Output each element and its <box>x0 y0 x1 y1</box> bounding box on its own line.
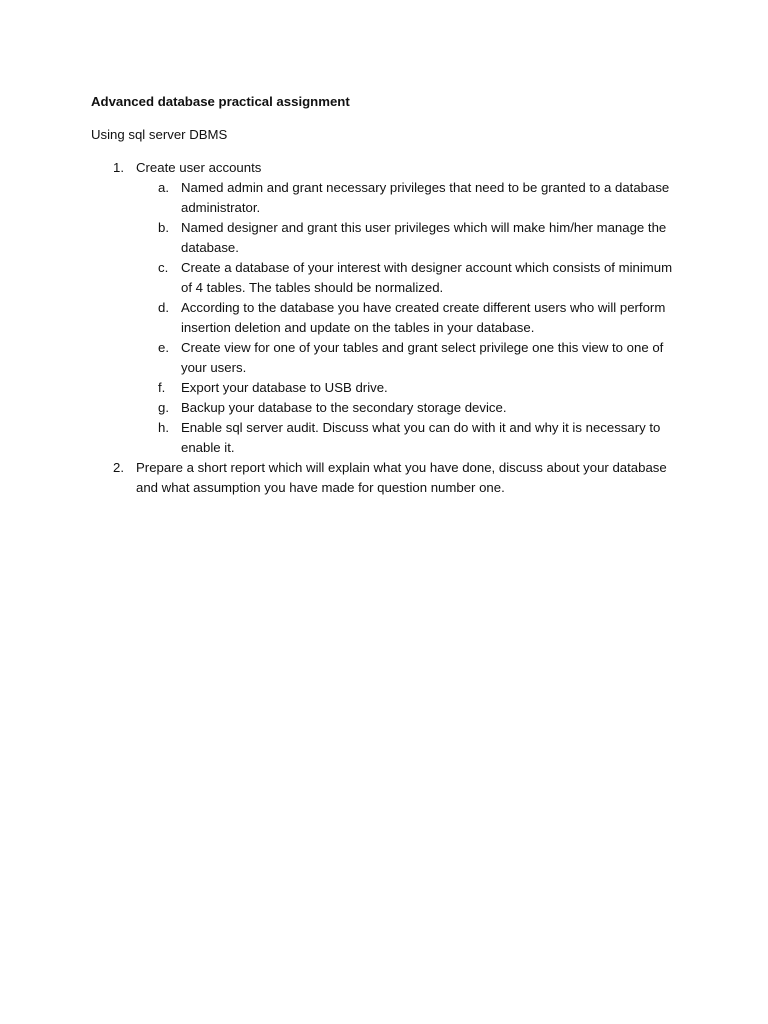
list-item-text: Prepare a short report which will explain what you have done, discuss about your database and what assumption you have made for question number one. <box>136 460 667 495</box>
sublist-letter: h. <box>158 420 169 435</box>
numbered-list <box>0 158 768 498</box>
page-title: Advanced database practical assignment <box>91 94 350 109</box>
list-number: 1. <box>113 160 124 175</box>
sublist-letter: f. <box>158 380 166 395</box>
list-item-2 <box>0 458 768 498</box>
list-item-text: Create user accounts <box>136 160 262 175</box>
sublist-letter: d. <box>158 300 169 315</box>
sublist-item-f <box>0 378 768 398</box>
sublist-item-a <box>0 178 768 218</box>
sublist-item-e <box>0 338 768 378</box>
sublist-item-c <box>0 258 768 298</box>
page-subtitle: Using sql server DBMS <box>91 127 228 142</box>
list-item-1 <box>0 158 768 458</box>
sublist-letter: g. <box>158 400 169 415</box>
sublist-item-text: Backup your database to the secondary storage device. <box>181 400 507 415</box>
sublist-letter: b. <box>158 220 169 235</box>
sublist-item-text: Named admin and grant necessary privileges that need to be granted to a database administrator. <box>181 180 670 215</box>
sublist-item-d <box>0 298 768 338</box>
sublist-item-text: Named designer and grant this user privileges which will make him/her manage the database. <box>181 220 667 255</box>
lettered-sublist <box>0 178 768 458</box>
list-number: 2. <box>113 460 124 475</box>
sublist-item-text: Create a database of your interest with designer account which consists of minimum of 4 tables. The tables should be normalized. <box>181 260 673 295</box>
sublist-item-b <box>0 218 768 258</box>
sublist-letter: e. <box>158 340 169 355</box>
sublist-item-g <box>0 398 768 418</box>
sublist-letter: a. <box>158 180 169 195</box>
sublist-item-h <box>0 418 768 458</box>
sublist-item-text: According to the database you have created create different users who will perform insertion deletion and update on the tables in your database. <box>181 300 666 335</box>
sublist-item-text: Enable sql server audit. Discuss what you can do with it and why it is necessary to enable it. <box>181 420 661 455</box>
sublist-letter: c. <box>158 260 169 275</box>
sublist-item-text: Export your database to USB drive. <box>181 380 388 395</box>
sublist-item-text: Create view for one of your tables and grant select privilege one this view to one of your users. <box>181 340 664 375</box>
